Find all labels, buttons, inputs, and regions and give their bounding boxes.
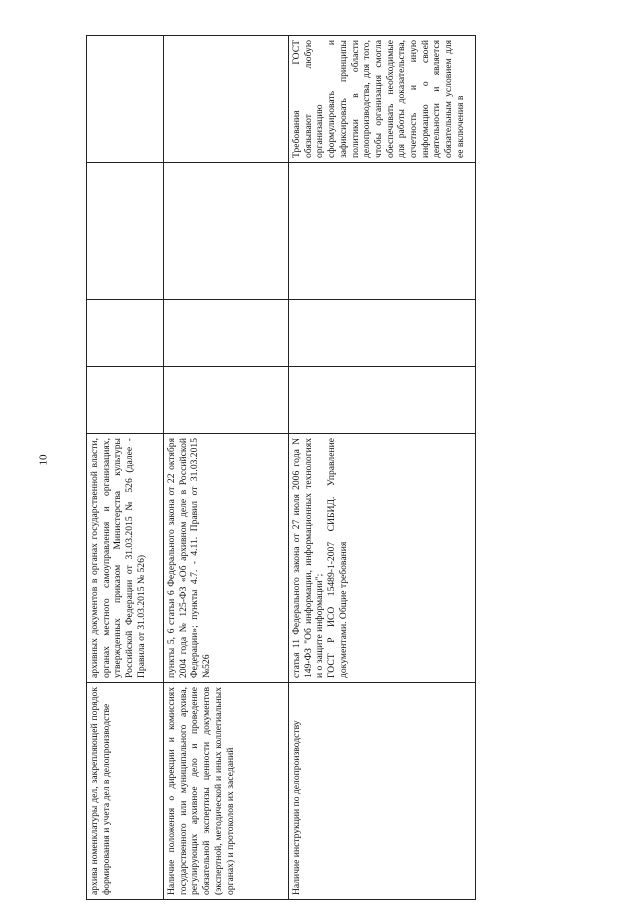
basis-gost-text: ГОСТ Р ИСО 15489-1-2007 СИБИД. Управление документами. Общие требования [326, 438, 349, 678]
empty-cell [289, 300, 476, 367]
note-cell: Требования ГОСТ обязывают любую организацию сформулировать и зафиксировать принципы политики в области делопроизводства, для того, чтобы организация смогла обеспечивать необходимые для работы доказательства, отчетность и иную информацию о своей деятельности и является обязательным условием для ее включения в [289, 36, 476, 163]
empty-cell [289, 163, 476, 300]
empty-cell [289, 367, 476, 434]
note-cell [87, 36, 164, 163]
requirement-cell: архива номенклатуры дел, закрепляющей порядок формирования и учета дел в делопроизводстве [87, 683, 164, 900]
table-row [164, 36, 289, 900]
table-row [289, 36, 476, 900]
empty-cell [164, 367, 289, 434]
empty-cell [87, 367, 164, 434]
table-row [87, 36, 164, 900]
empty-cell [87, 300, 164, 367]
basis-cell: архивных документов в органах государственной власти, органах местного самоуправления и организациях, утвержденных приказом Министерства культуры Российской Федерации от 31.03.2015 № 526 (далее - Правила от 31.03.2015 № 526) [87, 434, 164, 683]
requirement-cell: Наличие инструкции по делопроизводству [289, 683, 476, 900]
basis-cell [289, 434, 476, 683]
requirement-cell: Наличие положения о дирекции и комиссиях государственного или муниципального архива, регулирующих архивное дело и проведение обязательной экспертизы ценности документов (экспертной, методической и иных коллегиальных органах) и протоколов их заседаний [164, 683, 289, 900]
empty-cell [87, 163, 164, 300]
rotated-content [86, 40, 611, 900]
rotated-sheet [86, 40, 611, 900]
requirements-table [86, 35, 476, 900]
page-number: 10 [37, 454, 50, 466]
empty-cell [164, 163, 289, 300]
empty-cell [164, 300, 289, 367]
basis-cell: пункты 5, 6 статьи 6 Федерального закона от 22 октября 2004 года № 125-ФЗ «Об архивном деле в Российской Федерации»; пункты 4.7. - 4.11. Правил от 31.03.2015 №526 [164, 434, 289, 683]
basis-law-text: статья 11 Федерального закона от 27 июля 2006 года N 149-ФЗ "Об информации, информационных технологиях и о защите информации"; [291, 438, 326, 678]
note-cell [164, 36, 289, 163]
